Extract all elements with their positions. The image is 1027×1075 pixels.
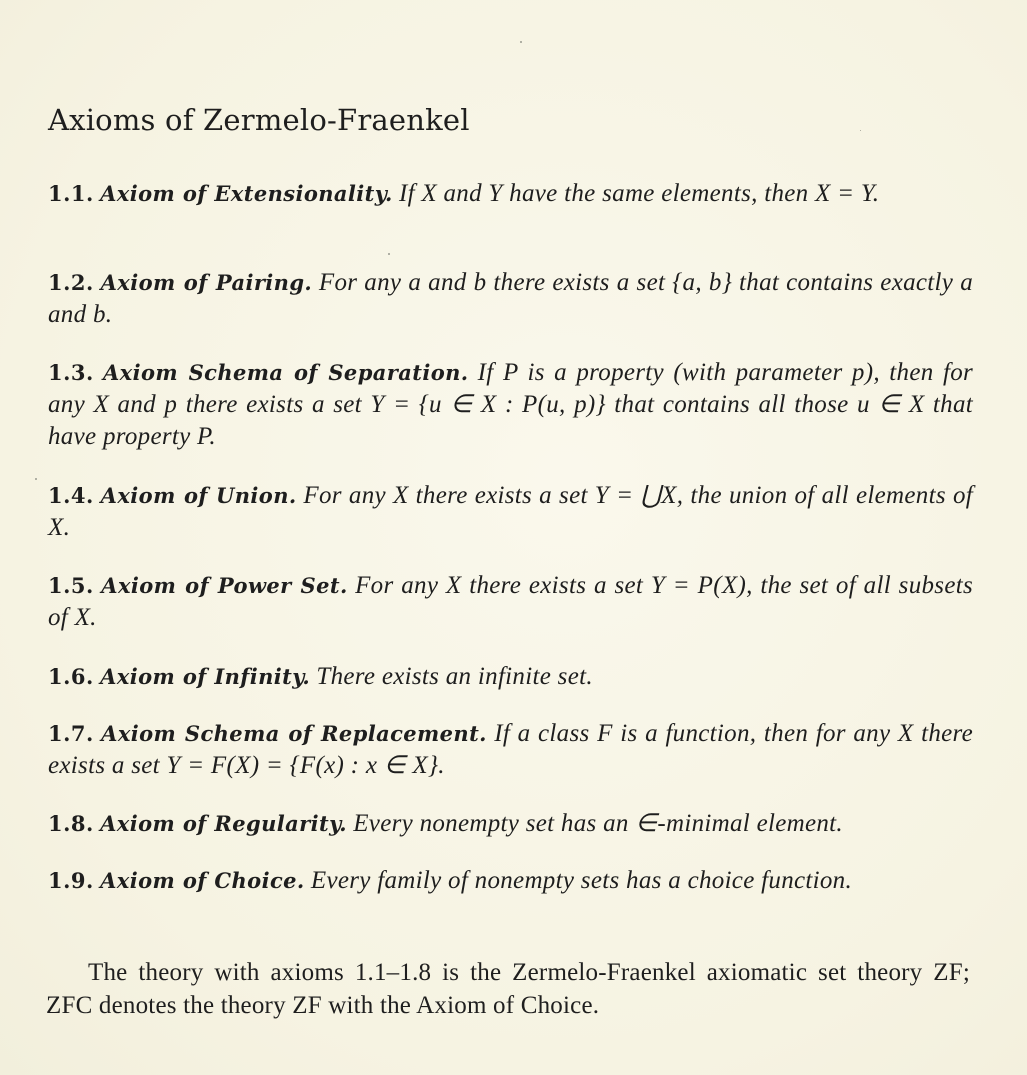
axiom-union bbox=[48, 480, 973, 544]
paper-speck bbox=[860, 130, 861, 131]
axiom-name: Axiom of Infinity. bbox=[100, 664, 311, 689]
axiom-statement: For any X there exists a set Y = P(X), the set of all subsets of X. bbox=[48, 572, 974, 631]
axiom-number: 1.8. bbox=[48, 811, 94, 836]
axiom-name: Axiom Schema of Replacement. bbox=[101, 721, 487, 746]
axiom-replacement bbox=[48, 718, 973, 782]
axiom-statement: For any X there exists a set Y = ⋃X, the union of all elements of X. bbox=[48, 482, 974, 541]
axiom-statement: For any a and b there exists a set {a, b} that contains exactly a and b. bbox=[48, 269, 974, 328]
axiom-name: Axiom of Choice. bbox=[100, 868, 305, 893]
page-title: Axioms of Zermelo-Fraenkel bbox=[48, 103, 470, 137]
axiom-number: 1.4. bbox=[48, 483, 94, 508]
axiom-number: 1.3. bbox=[48, 360, 94, 385]
axiom-statement: Every nonempty set has an ∈-minimal element. bbox=[353, 810, 843, 837]
closing-paragraph: The theory with axioms 1.1–1.8 is the Zermelo-Fraenkel axiomatic set theory ZF; ZFC denotes the theory ZF with the Axiom of Choice. bbox=[46, 959, 970, 1019]
axiom-number: 1.5. bbox=[48, 573, 94, 598]
axiom-power-set bbox=[48, 570, 973, 634]
paper-speck bbox=[35, 478, 37, 480]
axiom-statement: Every family of nonempty sets has a choice function. bbox=[310, 867, 853, 894]
axiom-statement: If a class F is a function, then for any X there exists a set Y = F(X) = {F(x) : x ∈ X}. bbox=[48, 720, 974, 779]
axiom-name: Axiom of Union. bbox=[100, 483, 297, 508]
axiom-infinity bbox=[48, 661, 973, 693]
axiom-name: Axiom of Power Set. bbox=[101, 573, 348, 598]
paper-speck bbox=[520, 41, 522, 43]
axiom-number: 1.6. bbox=[48, 664, 94, 689]
axiom-choice bbox=[48, 865, 973, 897]
axiom-number: 1.9. bbox=[48, 868, 94, 893]
axiom-number: 1.1. bbox=[48, 181, 94, 206]
paper-speck bbox=[388, 253, 390, 255]
axiom-statement: If X and Y have the same elements, then X = Y. bbox=[398, 180, 880, 207]
axiom-extensionality bbox=[48, 178, 973, 210]
axiom-name: Axiom of Regularity. bbox=[100, 811, 347, 836]
axiom-pairing bbox=[48, 267, 973, 331]
axiom-name: Axiom of Extensionality. bbox=[100, 181, 393, 206]
axiom-name: Axiom of Pairing. bbox=[100, 270, 313, 295]
axiom-statement: If P is a property (with parameter p), then for any X and p there exists a set Y = {u ∈ X : P(u, p)} that contains all those u ∈ X that have property P. bbox=[48, 359, 974, 450]
axiom-statement: There exists an infinite set. bbox=[316, 663, 593, 690]
axiom-number: 1.7. bbox=[48, 721, 94, 746]
axiom-name: Axiom Schema of Separation. bbox=[102, 360, 469, 385]
axiom-separation bbox=[48, 357, 973, 453]
axiom-number: 1.2. bbox=[48, 270, 94, 295]
axiom-regularity bbox=[48, 808, 973, 840]
